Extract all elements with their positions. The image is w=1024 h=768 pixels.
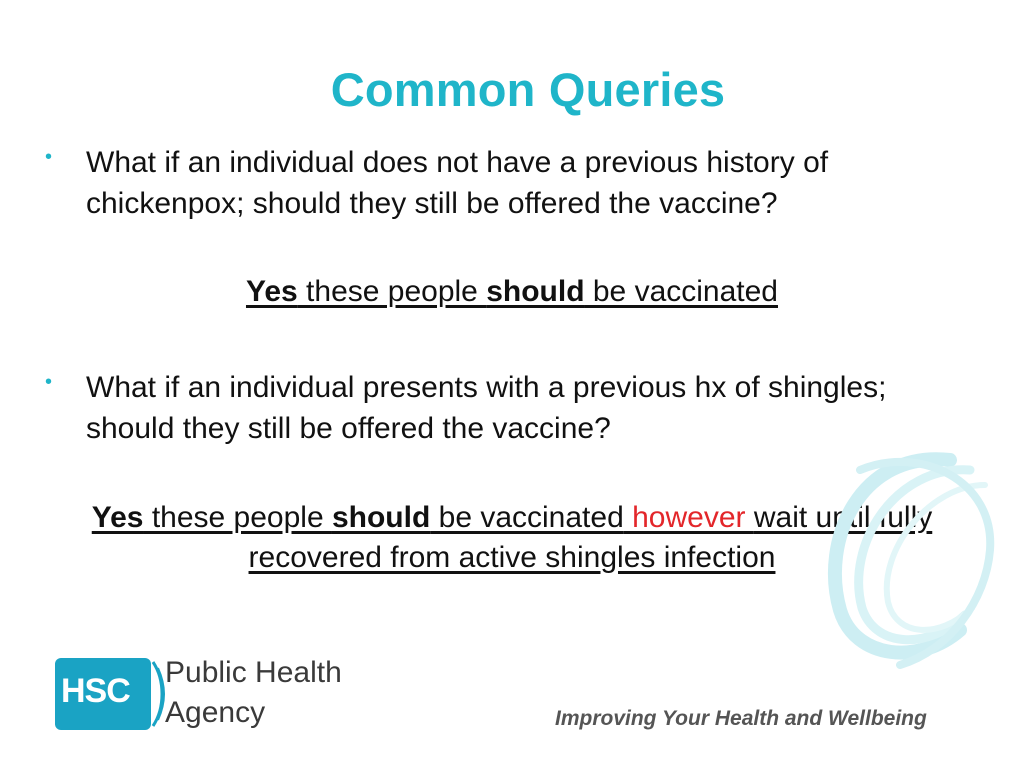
query-answer [0, 272, 1024, 312]
tagline: Improving Your Health and Wellbeing [555, 707, 927, 730]
answer-text: these people [143, 501, 332, 534]
bullet-icon: • [45, 146, 53, 168]
pha-logo [55, 658, 375, 734]
answer-should: should [331, 501, 431, 534]
org-name-line2: Agency [165, 696, 266, 729]
swirl-decoration-icon [800, 440, 1000, 680]
answer-should: should [486, 275, 585, 308]
answer-text: wait until fully recovered from active shingles infection [248, 501, 933, 574]
bullet-icon: • [45, 371, 53, 393]
query-question: What if an individual presents with a previous hx of shingles; should they still be offered the vaccine? [86, 371, 887, 445]
answer-however: however [623, 501, 754, 534]
hsc-logo-text: HSC [61, 672, 130, 710]
hsc-logo-block [55, 658, 151, 730]
answer-yes: Yes [245, 275, 298, 308]
answer-yes: Yes [91, 501, 144, 534]
answer-text: be vaccinated [430, 501, 624, 534]
query-question: What if an individual does not have a previous history of chickenpox; should they still be offered the vaccine? [86, 146, 829, 220]
org-name-line1: Public Health [165, 656, 342, 689]
slide-title: Common Queries [330, 63, 726, 116]
answer-text: be vaccinated [584, 275, 778, 308]
answer-text: these people [297, 275, 487, 308]
